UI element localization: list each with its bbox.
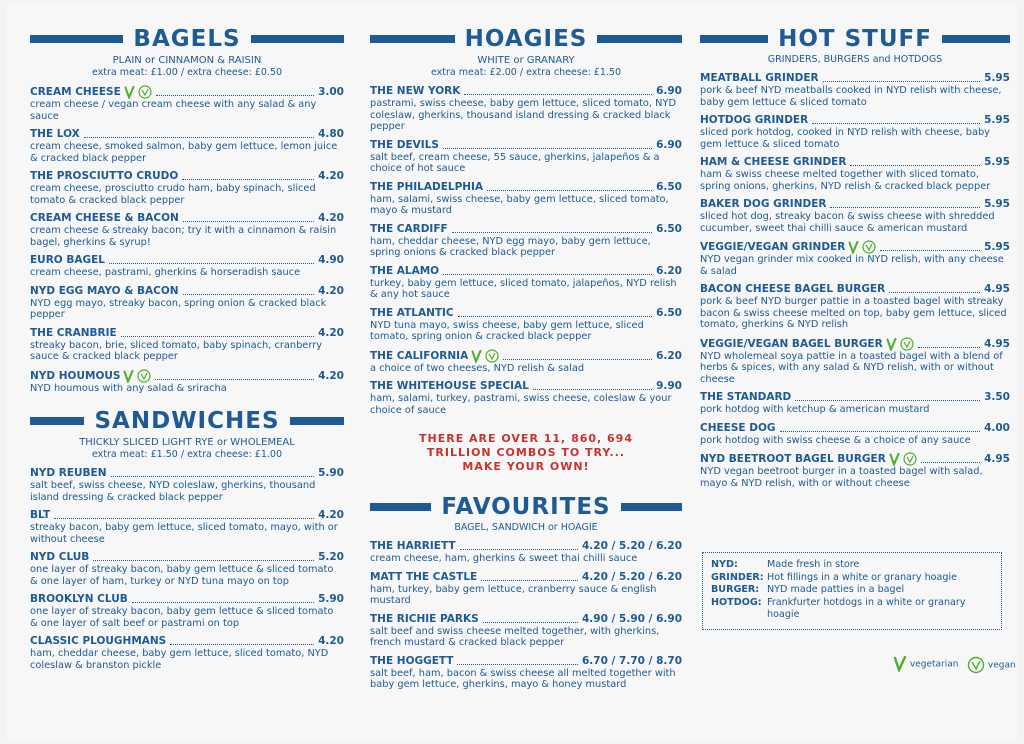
menu-item-name: THE PROSCIUTTO CRUDO bbox=[30, 170, 179, 182]
menu-item-description: pork & beef NYD meatballs cooked in NYD relish with cheese, baby gem lettuce & sliced tomato bbox=[700, 85, 1002, 108]
menu-item-description: streaky bacon, brie, sliced tomato, baby spinach, cranberry sauce & cracked black pepper bbox=[30, 339, 323, 362]
menu-item-description: ham, salami, swiss cheese, baby gem lettuce, sliced tomato, mayo & mustard bbox=[370, 193, 669, 216]
header-bar bbox=[370, 503, 431, 511]
glossary-row bbox=[711, 559, 993, 572]
bagels-subtitle: PLAIN or CINNAMON & RAISIN bbox=[112, 55, 262, 66]
menu-item-price: 4.90 bbox=[318, 254, 344, 266]
menu-item-description: cream cheese / vegan cream cheese with any salad & any sauce bbox=[30, 99, 317, 122]
menu-item-price: 6.50 bbox=[656, 180, 682, 193]
menu-item-description: one layer of streaky bacon, baby gem lettuce & sliced tomato & one layer of salt beef or pastrami on top bbox=[30, 606, 334, 629]
menu-item bbox=[30, 369, 344, 395]
menu-item-name: VEGGIE/VEGAN BAGEL BURGER bbox=[700, 337, 883, 350]
dot-leader bbox=[880, 250, 980, 251]
glossary-row bbox=[711, 572, 993, 585]
menu-item-name: BAKER DOG GRINDER bbox=[700, 198, 827, 210]
hoagies-subtitle: WHITE or GRANARY bbox=[477, 55, 575, 66]
menu-item-price: 6.90 bbox=[656, 138, 682, 151]
menu-item-description: NYD wholemeal soya pattie in a toasted bagel with a blend of herbs & spices, with any salad & NYD relish, with or without cheese bbox=[700, 350, 1003, 385]
menu-item-title bbox=[30, 254, 344, 267]
menu-item-description: one layer of streaky bacon, baby gem lettuce & sliced tomato & one layer of ham, turkey or NYD tuna mayo on top bbox=[30, 564, 334, 587]
menu-item-title bbox=[30, 369, 344, 383]
vegetarian-leaf-icon bbox=[123, 370, 134, 383]
menu-item-name: THE DEVILS bbox=[370, 138, 439, 151]
menu-item-title bbox=[700, 156, 1010, 169]
dot-leader bbox=[132, 602, 314, 603]
menu-item bbox=[370, 540, 682, 565]
menu-item bbox=[700, 198, 1010, 234]
dot-leader bbox=[460, 549, 578, 550]
vegetarian-leaf-icon bbox=[889, 453, 900, 466]
menu-item-name: THE LOX bbox=[30, 128, 80, 140]
menu-sheet bbox=[6, 4, 1018, 740]
hoagies-list bbox=[370, 85, 682, 416]
menu-item-name: THE CARDIFF bbox=[370, 222, 448, 235]
combos-banner bbox=[370, 432, 682, 474]
menu-item-description: ham, cheddar cheese, baby gem lettuce, sliced tomato, NYD coleslaw & branston pickle bbox=[30, 648, 329, 671]
menu-item bbox=[370, 181, 682, 217]
glossary-definition: NYD made patties in a bagel bbox=[767, 584, 905, 595]
menu-item bbox=[370, 571, 682, 607]
menu-item-description: salt beef, ham, bacon & swiss cheese all melted together with baby gem lettuce, gherkins, mayo & honey mustard bbox=[370, 667, 676, 690]
menu-item-description: sliced hot dog, streaky bacon & swiss cheese with shredded cucumber, sweet thai chilli sauce & american mustard bbox=[700, 211, 995, 234]
menu-item-description: pork hotdog with ketchup & american mustard bbox=[700, 404, 930, 415]
menu-item-price: 5.95 bbox=[984, 114, 1010, 126]
favourites-header bbox=[370, 494, 682, 520]
dot-leader bbox=[533, 389, 652, 390]
menu-item-description: cream cheese, prosciutto crudo ham, baby spinach, sliced tomato & cracked black pepper bbox=[30, 183, 316, 206]
menu-item-price: 6.50 bbox=[656, 306, 682, 319]
menu-item-price: 6.90 bbox=[656, 85, 682, 97]
sandwiches-title: SANDWICHES bbox=[94, 408, 280, 434]
column-right bbox=[700, 26, 1010, 495]
menu-item bbox=[30, 285, 344, 321]
menu-item-price: 6.50 bbox=[656, 222, 682, 235]
menu-item bbox=[30, 212, 344, 248]
menu-item-title bbox=[370, 181, 682, 194]
menu-item-name: NYD CLUB bbox=[30, 551, 90, 563]
header-bar bbox=[290, 417, 344, 425]
menu-item-price: 4.90 / 5.90 / 6.90 bbox=[581, 612, 682, 625]
menu-item-name: CREAM CHEESE bbox=[30, 86, 121, 98]
menu-item-description: salt beef, swiss cheese, NYD coleslaw, gherkins, thousand island dressing & cracked black pepper bbox=[30, 480, 316, 503]
menu-item-description: ham, cheddar cheese, NYD egg mayo, baby gem lettuce, spring onions & cracked black pepper bbox=[370, 235, 651, 258]
hotstuff-header bbox=[700, 26, 1010, 52]
menu-item-title bbox=[700, 240, 1010, 254]
vegetarian-leaf-icon bbox=[471, 350, 482, 363]
dot-leader bbox=[183, 221, 314, 222]
menu-item bbox=[30, 509, 344, 545]
dot-leader bbox=[780, 431, 981, 432]
menu-item bbox=[700, 156, 1010, 192]
menu-item-name: THE ATLANTIC bbox=[370, 306, 454, 319]
menu-item-price: 5.95 bbox=[984, 198, 1010, 210]
menu-item-description: streaky bacon, baby gem lettuce, sliced tomato, mayo, with or without cheese bbox=[30, 522, 338, 545]
menu-item-price: 4.20 bbox=[318, 326, 344, 339]
combos-line: TRILLION COMBOS TO TRY... bbox=[426, 446, 626, 459]
menu-item-name: VEGGIE/VEGAN GRINDER bbox=[700, 241, 846, 253]
dot-leader bbox=[464, 94, 652, 95]
vegan-badge-icon bbox=[138, 85, 152, 99]
menu-item-name: THE WHITEHOUSE SPECIAL bbox=[370, 380, 529, 392]
menu-item-price: 3.50 bbox=[984, 391, 1010, 403]
menu-item-name: THE CALIFORNIA bbox=[370, 349, 469, 362]
menu-item-name: BLT bbox=[30, 509, 51, 521]
header-bar bbox=[700, 35, 768, 43]
vegetarian-legend bbox=[890, 656, 958, 672]
menu-item-title bbox=[30, 551, 344, 564]
hoagies-title: HOAGIES bbox=[464, 26, 588, 52]
menu-item-description: pastrami, swiss cheese, baby gem lettuce, sliced tomato, NYD coleslaw, gherkins, thousand island dressing & cracked black pepper bbox=[370, 98, 676, 132]
dot-leader bbox=[483, 622, 578, 623]
dot-leader bbox=[823, 81, 980, 82]
menu-item-name: BROOKLYN CLUB bbox=[30, 593, 128, 605]
menu-item-price: 5.95 bbox=[984, 241, 1010, 253]
menu-item-name: EURO BAGEL bbox=[30, 254, 105, 266]
sandwiches-subtitle: THICKLY SLICED LIGHT RYE or WHOLEMEAL bbox=[79, 437, 295, 448]
menu-item-title bbox=[700, 452, 1010, 466]
dot-leader bbox=[156, 95, 314, 96]
menu-item bbox=[700, 283, 1010, 331]
sandwiches-header bbox=[30, 408, 344, 434]
menu-item-price: 4.95 bbox=[984, 337, 1010, 350]
glossary-row bbox=[711, 584, 993, 597]
vegan-label: vegan bbox=[987, 660, 1016, 671]
favourites-subtitle: BAGEL, SANDWICH or HOAGIE bbox=[454, 522, 598, 533]
menu-item-description: NYD houmous with any salad & sriracha bbox=[30, 382, 227, 394]
menu-item-name: NYD REUBEN bbox=[30, 467, 107, 479]
dot-leader bbox=[889, 292, 980, 293]
menu-item-name: CHEESE DOG bbox=[700, 421, 776, 434]
menu-item-price: 4.20 bbox=[318, 635, 344, 647]
vegan-badge-icon bbox=[903, 452, 917, 466]
menu-item-price: 4.80 bbox=[318, 128, 344, 140]
menu-item-title bbox=[370, 540, 682, 553]
dot-leader bbox=[182, 179, 314, 180]
menu-item-price: 3.00 bbox=[318, 86, 344, 98]
menu-item-price: 4.20 bbox=[318, 212, 344, 224]
menu-item-description: a choice of two cheeses, NYD relish & salad bbox=[370, 362, 585, 374]
menu-item-title bbox=[30, 170, 344, 183]
dot-leader bbox=[443, 148, 652, 149]
menu-item bbox=[370, 349, 682, 375]
dot-leader bbox=[457, 664, 578, 665]
dot-leader bbox=[921, 462, 980, 463]
menu-item-title bbox=[30, 85, 344, 99]
vegan-badge-icon bbox=[137, 369, 151, 383]
menu-item-title bbox=[30, 128, 344, 141]
menu-item-description: salt beef and swiss cheese melted together, with gherkins, french mustard & cracked black pepper bbox=[370, 625, 660, 648]
menu-item-title bbox=[30, 635, 344, 648]
menu-item-name: MATT THE CASTLE bbox=[370, 570, 478, 583]
bagels-extras: extra meat: £1.00 / extra cheese: £0.50 bbox=[92, 67, 282, 78]
menu-item-title bbox=[370, 613, 682, 626]
menu-item-description: salt beef, cream cheese, 55 sauce, gherkins, jalapeños & a choice of hot sauce bbox=[370, 151, 660, 174]
menu-item-title bbox=[30, 212, 344, 225]
menu-item-title bbox=[370, 349, 682, 363]
menu-item-title bbox=[30, 285, 344, 298]
hoagies-header bbox=[370, 26, 682, 52]
menu-item-title bbox=[700, 337, 1010, 351]
dot-leader bbox=[121, 336, 314, 337]
menu-item-title bbox=[700, 114, 1010, 127]
glossary-row bbox=[711, 597, 993, 622]
menu-item-price: 4.20 / 5.20 / 6.20 bbox=[581, 570, 682, 583]
bagels-list bbox=[30, 85, 344, 394]
menu-item bbox=[370, 307, 682, 343]
vegan-badge-icon bbox=[862, 240, 876, 254]
menu-item-price: 4.20 bbox=[318, 170, 344, 182]
menu-item-price: 5.95 bbox=[984, 72, 1010, 84]
menu-item-name: BACON CHEESE BAGEL BURGER bbox=[700, 283, 886, 295]
menu-item-price: 6.70 / 7.70 / 8.70 bbox=[581, 654, 682, 667]
menu-item bbox=[700, 114, 1010, 150]
header-bar bbox=[621, 503, 682, 511]
menu-item bbox=[700, 240, 1010, 277]
menu-item-description: cream cheese, smoked salmon, baby gem lettuce, lemon juice & cracked black pepper bbox=[30, 141, 338, 164]
menu-item-name: THE ALAMO bbox=[370, 264, 440, 277]
sandwiches-extras: extra meat: £1.50 / extra cheese: £1.00 bbox=[92, 449, 282, 460]
menu-item-title bbox=[370, 265, 682, 278]
menu-item-price: 6.20 bbox=[656, 349, 682, 362]
menu-item-title bbox=[700, 198, 1010, 211]
menu-item-description: cream cheese & streaky bacon; try it with a cinnamon & raisin bagel, gherkins & syrup! bbox=[30, 225, 337, 248]
dot-leader bbox=[795, 400, 980, 401]
menu-item-price: 4.95 bbox=[984, 453, 1010, 465]
menu-item bbox=[30, 635, 344, 671]
dot-leader bbox=[812, 123, 980, 124]
favourites-list bbox=[370, 540, 682, 691]
menu-item-description: NYD vegan beetroot burger in a toasted bagel with salad, mayo & NYD relish, with or without cheese bbox=[700, 466, 983, 489]
dot-leader bbox=[850, 165, 980, 166]
header-bar bbox=[597, 35, 682, 43]
menu-item-name: THE HOGGETT bbox=[370, 654, 454, 667]
menu-item-description: cream cheese, pastrami, gherkins & horseradish sauce bbox=[30, 267, 301, 278]
menu-item-name: CREAM CHEESE & BACON bbox=[30, 212, 179, 224]
dot-leader bbox=[487, 190, 652, 191]
combos-line: MAKE YOUR OWN! bbox=[462, 460, 590, 473]
vegan-badge-icon bbox=[900, 337, 914, 351]
menu-item-title bbox=[370, 223, 682, 236]
menu-item bbox=[700, 391, 1010, 416]
dot-leader bbox=[452, 232, 652, 233]
menu-item bbox=[370, 655, 682, 691]
menu-item-price: 4.20 bbox=[318, 284, 344, 297]
menu-item-title bbox=[370, 571, 682, 584]
dot-leader bbox=[111, 476, 315, 477]
glossary-term: NYD: bbox=[711, 559, 738, 570]
menu-item-description: NYD egg mayo, streaky bacon, spring onion & cracked black pepper bbox=[30, 297, 327, 320]
dot-leader bbox=[155, 379, 314, 380]
menu-item-description: ham, turkey, baby gem lettuce, cranberry sauce & english mustard bbox=[370, 583, 657, 606]
menu-item bbox=[30, 593, 344, 629]
header-bar bbox=[251, 35, 344, 43]
menu-item bbox=[30, 467, 344, 503]
menu-item-description: pork hotdog with swiss cheese & a choice of any sauce bbox=[700, 434, 971, 446]
column-left bbox=[30, 26, 344, 677]
dot-leader bbox=[84, 137, 314, 138]
menu-item bbox=[370, 265, 682, 301]
sandwiches-list bbox=[30, 467, 344, 671]
menu-item-description: sliced pork hotdog, cooked in NYD relish with cheese, baby gem lettuce & sliced tomato bbox=[700, 127, 990, 150]
menu-item-price: 5.95 bbox=[984, 156, 1010, 168]
menu-item-name: MEATBALL GRINDER bbox=[700, 72, 819, 84]
menu-item bbox=[700, 452, 1010, 489]
glossary-term: BURGER: bbox=[711, 584, 760, 595]
menu-item-description: NYD tuna mayo, swiss cheese, baby gem lettuce, sliced tomato, spring onion & cracked black pepper bbox=[370, 319, 644, 342]
menu-item-description: NYD vegan grinder mix cooked in NYD relish, with any cheese & salad bbox=[700, 254, 1004, 277]
favourites-title: FAVOURITES bbox=[441, 494, 611, 520]
dot-leader bbox=[109, 263, 314, 264]
hoagies-extras: extra meat: £2.00 / extra cheese: £1.50 bbox=[431, 67, 621, 78]
vegetarian-leaf-icon bbox=[886, 338, 897, 351]
hotstuff-title: HOT STUFF bbox=[778, 26, 932, 52]
menu-item-name: THE HARRIETT bbox=[370, 540, 456, 552]
menu-item-title bbox=[370, 380, 682, 393]
menu-item-price: 4.95 bbox=[984, 283, 1010, 295]
menu-item-title bbox=[30, 509, 344, 522]
menu-item-name: NYD BEETROOT BAGEL BURGER bbox=[700, 453, 886, 465]
vegetarian-leaf-icon bbox=[893, 656, 907, 672]
menu-item-title bbox=[700, 391, 1010, 404]
menu-item bbox=[30, 170, 344, 206]
menu-item-title bbox=[700, 283, 1010, 296]
menu-item-price: 5.90 bbox=[318, 593, 344, 605]
menu-item-description: pork & beef NYD burger pattie in a toasted bagel with streaky bacon & swiss cheese melted on top, baby gem lettuce, sliced tomato, gherkins & NYD relish bbox=[700, 296, 1007, 330]
menu-item-price: 9.90 bbox=[656, 380, 682, 392]
menu-item-title bbox=[30, 593, 344, 606]
dot-leader bbox=[830, 207, 980, 208]
diet-legend bbox=[890, 656, 1020, 684]
menu-item-name: THE STANDARD bbox=[700, 391, 792, 403]
vegetarian-leaf-icon bbox=[848, 241, 859, 254]
vegan-legend bbox=[964, 656, 1016, 674]
menu-item-title bbox=[700, 422, 1010, 435]
header-bar bbox=[942, 35, 1010, 43]
vegan-badge-icon bbox=[485, 349, 499, 363]
menu-item-title bbox=[370, 85, 682, 98]
glossary-term: GRINDER: bbox=[711, 571, 764, 583]
combos-line: THERE ARE OVER 11, 860, 694 bbox=[419, 432, 633, 445]
menu-item bbox=[370, 613, 682, 649]
menu-item-title bbox=[370, 307, 682, 320]
hotstuff-list bbox=[700, 72, 1010, 489]
menu-item bbox=[30, 327, 344, 363]
menu-item bbox=[700, 72, 1010, 108]
menu-item-title bbox=[700, 72, 1010, 85]
menu-item-name: CLASSIC PLOUGHMANS bbox=[30, 635, 167, 647]
menu-item-price: 5.90 bbox=[318, 467, 344, 479]
menu-item-name: HOTDOG GRINDER bbox=[700, 114, 809, 126]
menu-item-name: HAM & CHEESE GRINDER bbox=[700, 156, 847, 168]
menu-item-name: NYD EGG MAYO & BACON bbox=[30, 284, 179, 297]
menu-item-name: THE PHILADELPHIA bbox=[370, 180, 484, 193]
menu-item bbox=[370, 85, 682, 133]
menu-item-price: 6.20 bbox=[656, 264, 682, 277]
dot-leader bbox=[503, 359, 652, 360]
menu-item-title bbox=[30, 467, 344, 480]
menu-item bbox=[700, 422, 1010, 447]
vegetarian-leaf-icon bbox=[124, 86, 135, 99]
menu-item bbox=[370, 139, 682, 175]
menu-item-price: 5.20 bbox=[318, 551, 344, 563]
glossary-definition: Hot fillings in a white or granary hoagie bbox=[767, 571, 958, 583]
glossary-box bbox=[702, 552, 1002, 630]
menu-item bbox=[30, 85, 344, 122]
dot-leader bbox=[54, 518, 314, 519]
menu-item bbox=[30, 551, 344, 587]
menu-item-name: THE CRANBRIE bbox=[30, 326, 117, 339]
menu-item bbox=[30, 128, 344, 164]
menu-item-price: 4.00 bbox=[984, 421, 1010, 434]
vegan-badge-icon bbox=[967, 656, 985, 674]
bagels-header bbox=[30, 26, 344, 52]
hotstuff-subtitle: GRINDERS, BURGERS and HOTDOGS bbox=[767, 54, 943, 65]
vegetarian-label: vegetarian bbox=[909, 659, 959, 670]
menu-item-title bbox=[30, 327, 344, 340]
dot-leader bbox=[93, 560, 314, 561]
menu-item-name: THE RICHIE PARKS bbox=[370, 612, 479, 625]
menu-item-price: 4.20 bbox=[318, 369, 344, 382]
dot-leader bbox=[918, 347, 980, 348]
dot-leader bbox=[458, 316, 652, 317]
menu-item-name: NYD HOUMOUS bbox=[30, 369, 121, 382]
bagels-title: BAGELS bbox=[133, 26, 241, 52]
dot-leader bbox=[170, 644, 314, 645]
header-bar bbox=[30, 35, 123, 43]
menu-item bbox=[30, 254, 344, 279]
header-bar bbox=[370, 35, 455, 43]
menu-item-description: ham & swiss cheese melted together with sliced tomato, spring onions, gherkins, NYD relish & cracked black pepper bbox=[700, 169, 991, 192]
menu-item bbox=[370, 223, 682, 259]
menu-item-price: 4.20 / 5.20 / 6.20 bbox=[581, 540, 682, 552]
glossary-definition: Frankfurter hotdogs in a white or granary hoagie bbox=[767, 596, 966, 620]
dot-leader bbox=[481, 580, 578, 581]
column-middle bbox=[370, 26, 682, 697]
dot-leader bbox=[183, 294, 315, 295]
menu-item-title bbox=[370, 655, 682, 668]
menu-item bbox=[370, 380, 682, 416]
menu-item-description: cream cheese, ham, gherkins & sweet thai chilli sauce bbox=[370, 553, 638, 564]
menu-item bbox=[700, 337, 1010, 386]
dot-leader bbox=[443, 274, 652, 275]
glossary-term: HOTDOG: bbox=[711, 596, 762, 608]
menu-item-title bbox=[370, 139, 682, 152]
menu-item-price: 4.20 bbox=[318, 509, 344, 521]
header-bar bbox=[30, 417, 84, 425]
menu-item-description: ham, salami, turkey, pastrami, swiss cheese, coleslaw & your choice of sauce bbox=[370, 393, 672, 416]
glossary-definition: Made fresh in store bbox=[767, 559, 860, 570]
menu-item-name: THE NEW YORK bbox=[370, 85, 461, 97]
menu-item-description: turkey, baby gem lettuce, sliced tomato, jalapeños, NYD relish & any hot sauce bbox=[370, 277, 677, 300]
